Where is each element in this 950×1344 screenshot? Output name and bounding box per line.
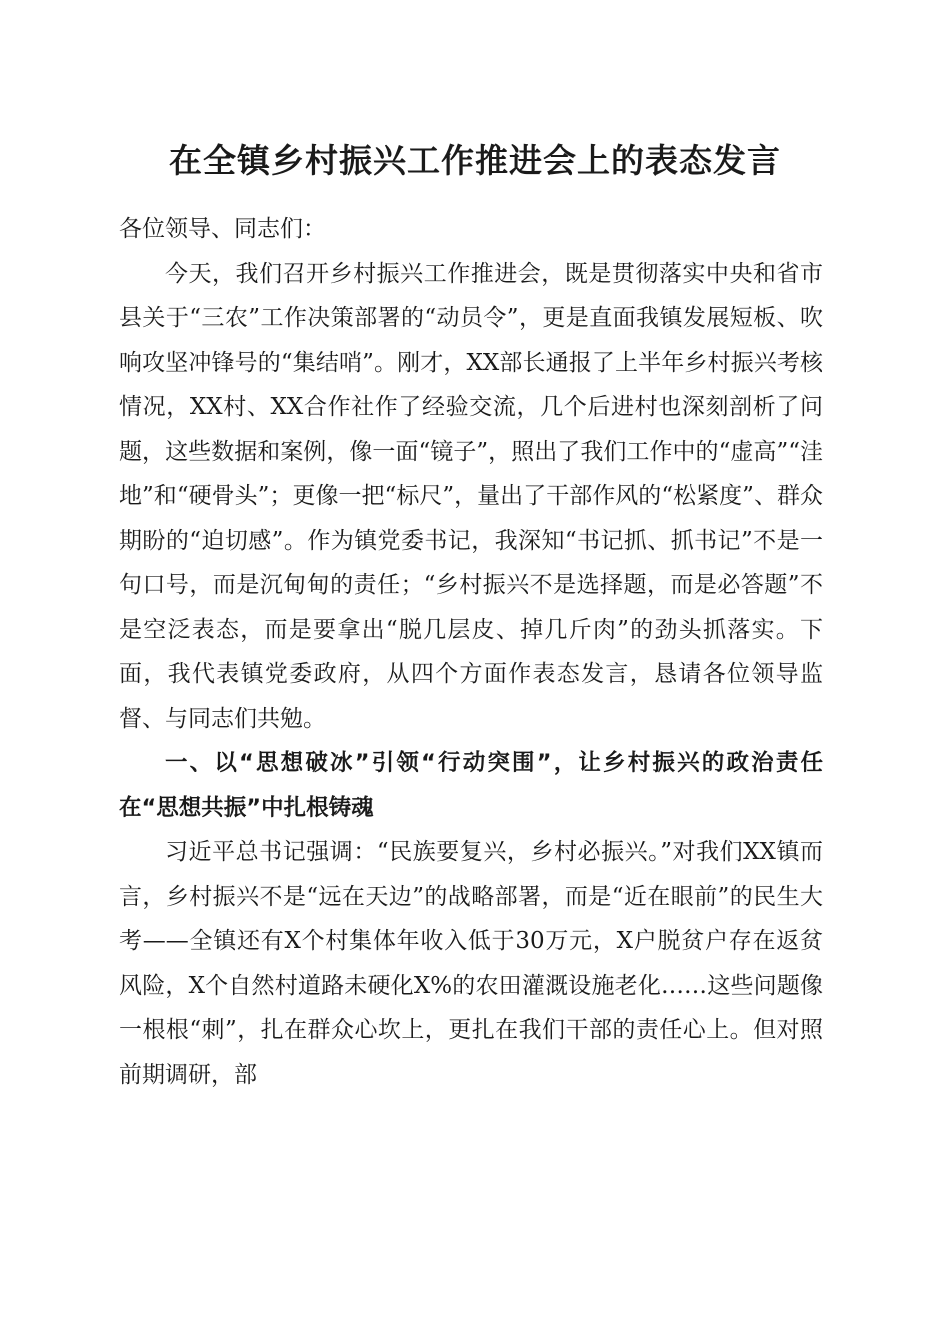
section-heading-1: 一、以“思想破冰”引领“行动突围”，让乡村振兴的政治责任在“思想共振”中扎根铸魂 — [119, 750, 823, 821]
salutation: 各位领导、同志们： — [119, 216, 326, 242]
paragraph-opening: 今天，我们召开乡村振兴工作推进会，既是贯彻落实中央和省市县关于“三农”工作决策部署的“动员令”，更是直面我镇发展短板、吹响攻坚冲锋号的“集结哨”。刚才，XX部长通报了上半年乡村振兴考核情况，XX村、XX合作社作了经验交流，几个后进村也深刻剖析了问题，这些数据和案例，像一面“镜子”，照出了我们工作中的“虚高”“洼地”和“硬骨头”；更像一把“标尺”，量出了干部作风的“松紧度”、群众期盼的“迫切感”。作为镇党委书记，我深知“书记抓、抓书记”不是一句口号，而是沉甸甸的责任；“乡村振兴不是选择题，而是必答题”不是空泛表态，而是要拿出“脱几层皮、掉几斤肉”的劲头抓落实。下面，我代表镇党委政府，从四个方面作表态发言，恳请各位领导监督、与同志们共勉。 — [119, 260, 823, 732]
paragraph-section-1: 习近平总书记强调：“民族要复兴，乡村必振兴。”对我们XX镇而言，乡村振兴不是“远在天边”的战略部署，而是“近在眼前”的民生大考——全镇还有X个村集体年收入低于30万元，X户脱贫户存在返贫风险，X个自然村道路未硬化X%的农田灌溉设施老化……这些问题像一根根“刺”，扎在群众心坎上，更扎在我们干部的责任心上。但对照前期调研，部 — [119, 839, 823, 1088]
document-body — [119, 207, 823, 1097]
document-title: 在全镇乡村振兴工作推进会上的表态发言 — [169, 141, 781, 180]
